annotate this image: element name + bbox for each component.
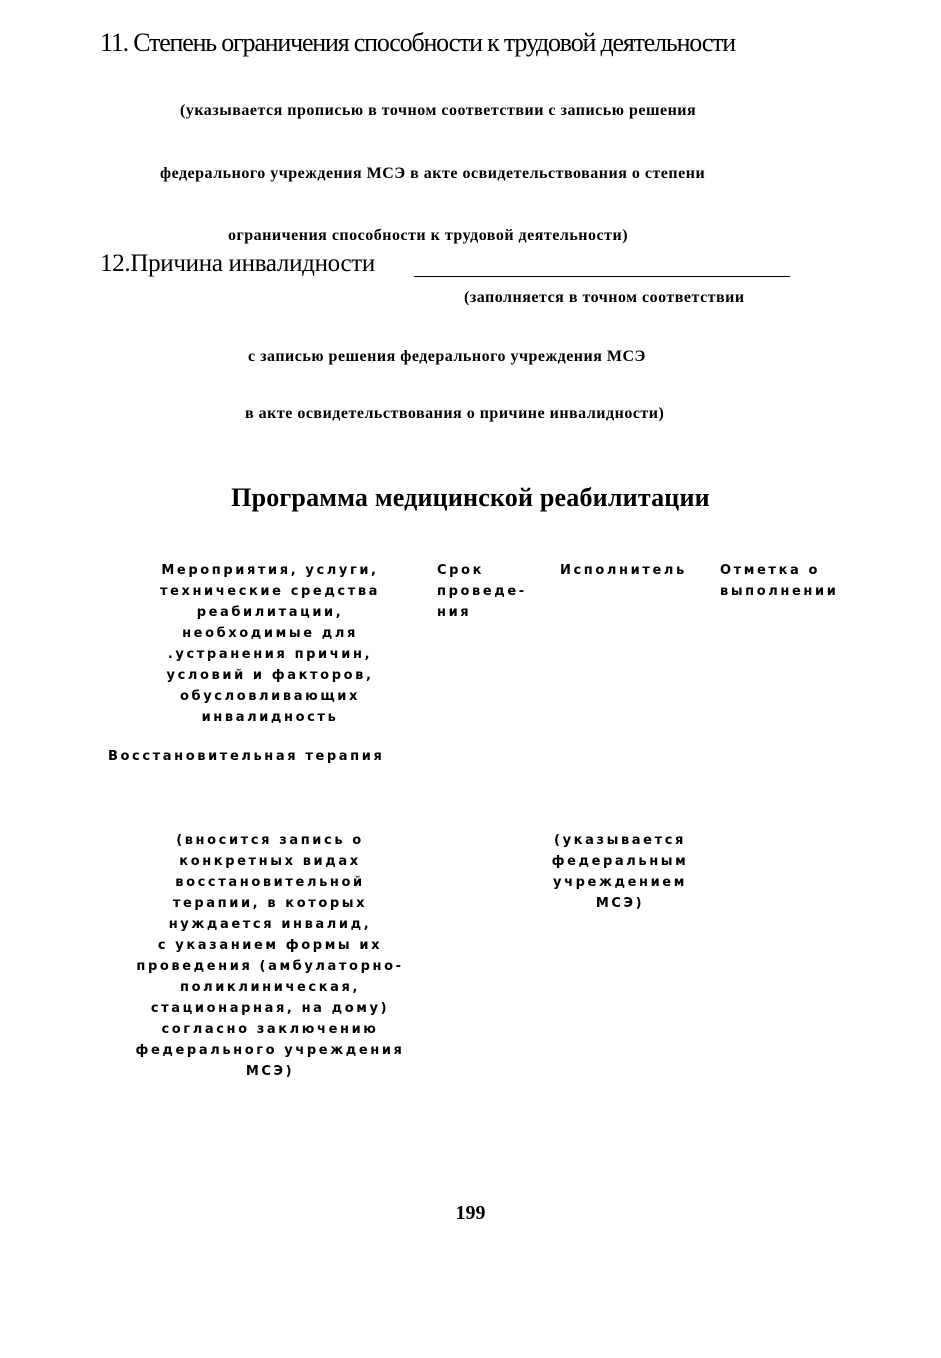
section-12-heading: 12.Причина инвалидности xyxy=(100,250,375,277)
measures-note: (вносится запись о конкретных видах восстановительной терапии, в которых нуждается инвалид, с указанием формы их проведения (амбулаторно- поликлиническая, стационарная, на дому) согласно заключению федерального учреждения МСЭ) xyxy=(135,833,405,1079)
section-12-note-line-3: в акте освидетельствования о причине инвалидности) xyxy=(245,405,665,422)
section-11-note-line-1: (указывается прописью в точном соответствии с записью решения xyxy=(180,102,697,119)
table-header-term: Срок проведе- ния xyxy=(437,563,527,620)
table-header-measures: Мероприятия, услуги, технические средства реабилитации, необходимые для .устранения причин, условий и факторов, обусловливающих инвалидность xyxy=(159,563,381,725)
section-11-note-line-2: федерального учреждения МСЭ в акте освидетельствования о степени xyxy=(160,165,706,182)
table-header-mark: Отметка о выполнении xyxy=(720,563,839,599)
section-11-note-line-3: ограничения способности к трудовой деятельности) xyxy=(228,227,629,244)
table-row-label-therapy: Восстановительная терапия xyxy=(108,749,385,764)
executor-note: (указывается федеральным учреждением МСЭ) xyxy=(551,833,689,911)
section-11-heading: 11. Степень ограничения способности к трудовой деятельности xyxy=(100,28,735,57)
section-12-note-line-2: с записью решения федерального учреждения МСЭ xyxy=(248,348,646,365)
table-header-executor: Исполнитель xyxy=(560,563,687,578)
section-12-note-line-1: (заполняется в точном соответствии xyxy=(464,289,745,306)
page-number: 199 xyxy=(455,1202,486,1224)
section-12-fill-line xyxy=(414,276,790,277)
program-title: Программа медицинской реабилитации xyxy=(231,483,710,512)
